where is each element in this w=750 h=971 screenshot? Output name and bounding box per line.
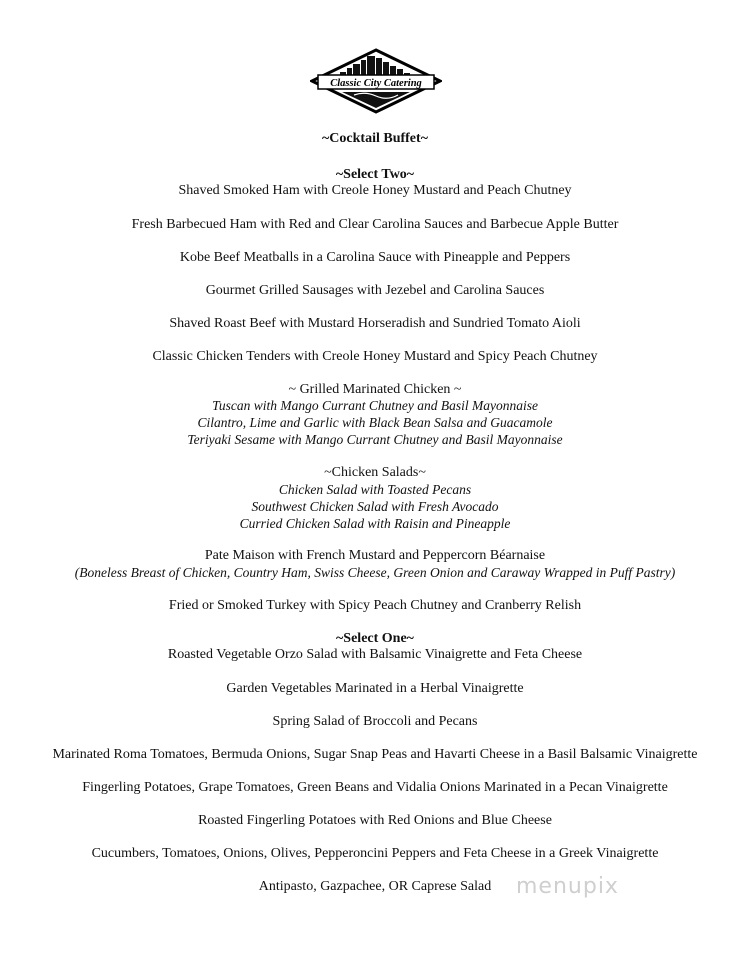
menu-item: Fingerling Potatoes, Grape Tomatoes, Green Beans and Vidalia Onions Marinated in a Pecan Vinaigrette	[82, 780, 668, 795]
menu-item: Roasted Fingerling Potatoes with Red Onions and Blue Cheese	[198, 813, 552, 828]
turkey-item: Fried or Smoked Turkey with Spicy Peach Chutney and Cranberry Relish	[168, 598, 582, 613]
logo-text: Classic City Catering	[330, 78, 422, 89]
menu-item: Gourmet Grilled Sausages with Jezebel and Carolina Sauces	[205, 283, 545, 298]
chicken-salad-option: Chicken Salad with Toasted Pecans	[278, 482, 472, 497]
select-one-header: ~Select One~	[336, 631, 414, 646]
chicken-salads-title: ~Chicken Salads~	[324, 465, 426, 480]
grilled-chicken-title: ~ Grilled Marinated Chicken ~	[288, 382, 462, 397]
menu-item: Marinated Roma Tomatoes, Bermuda Onions, Sugar Snap Peas and Havarti Cheese in a Basil Balsamic Vinaigrette	[52, 747, 698, 762]
pate-note: (Boneless Breast of Chicken, Country Ham, Swiss Cheese, Green Onion and Caraway Wrapped in Puff Pastry)	[74, 565, 676, 580]
menu-item: Classic Chicken Tenders with Creole Honey Mustard and Spicy Peach Chutney	[152, 349, 598, 364]
menu-item: Garden Vegetables Marinated in a Herbal Vinaigrette	[226, 681, 524, 696]
menu-item: Cucumbers, Tomatoes, Onions, Olives, Pepperoncini Peppers and Feta Cheese in a Greek Vinaigrette	[91, 846, 659, 861]
menu-item: Spring Salad of Broccoli and Pecans	[272, 714, 478, 729]
menu-item: Kobe Beef Meatballs in a Carolina Sauce with Pineapple and Peppers	[179, 250, 571, 265]
grilled-chicken-option: Teriyaki Sesame with Mango Currant Chutney and Basil Mayonnaise	[187, 432, 563, 447]
menu-item: Shaved Roast Beef with Mustard Horseradish and Sundried Tomato Aioli	[169, 316, 581, 331]
chicken-salad-option: Curried Chicken Salad with Raisin and Pineapple	[239, 516, 511, 531]
menu-item: Roasted Vegetable Orzo Salad with Balsamic Vinaigrette and Feta Cheese	[167, 647, 583, 662]
menu-item: Shaved Smoked Ham with Creole Honey Mustard and Peach Chutney	[178, 183, 572, 198]
menu-item: Antipasto, Gazpachee, OR Caprese Salad	[258, 879, 492, 894]
menu-title: ~Cocktail Buffet~	[322, 131, 428, 146]
menu-item: Fresh Barbecued Ham with Red and Clear Carolina Sauces and Barbecue Apple Butter	[131, 217, 619, 232]
pate-title: Pate Maison with French Mustard and Peppercorn Béarnaise	[204, 548, 546, 563]
menupix-watermark: menupix	[516, 874, 619, 899]
select-two-header: ~Select Two~	[335, 167, 415, 182]
chicken-salad-option: Southwest Chicken Salad with Fresh Avocado	[251, 499, 499, 514]
classic-city-catering-logo	[310, 48, 442, 114]
grilled-chicken-option: Tuscan with Mango Currant Chutney and Basil Mayonnaise	[212, 398, 538, 413]
grilled-chicken-option: Cilantro, Lime and Garlic with Black Bean Salsa and Guacamole	[197, 415, 553, 430]
